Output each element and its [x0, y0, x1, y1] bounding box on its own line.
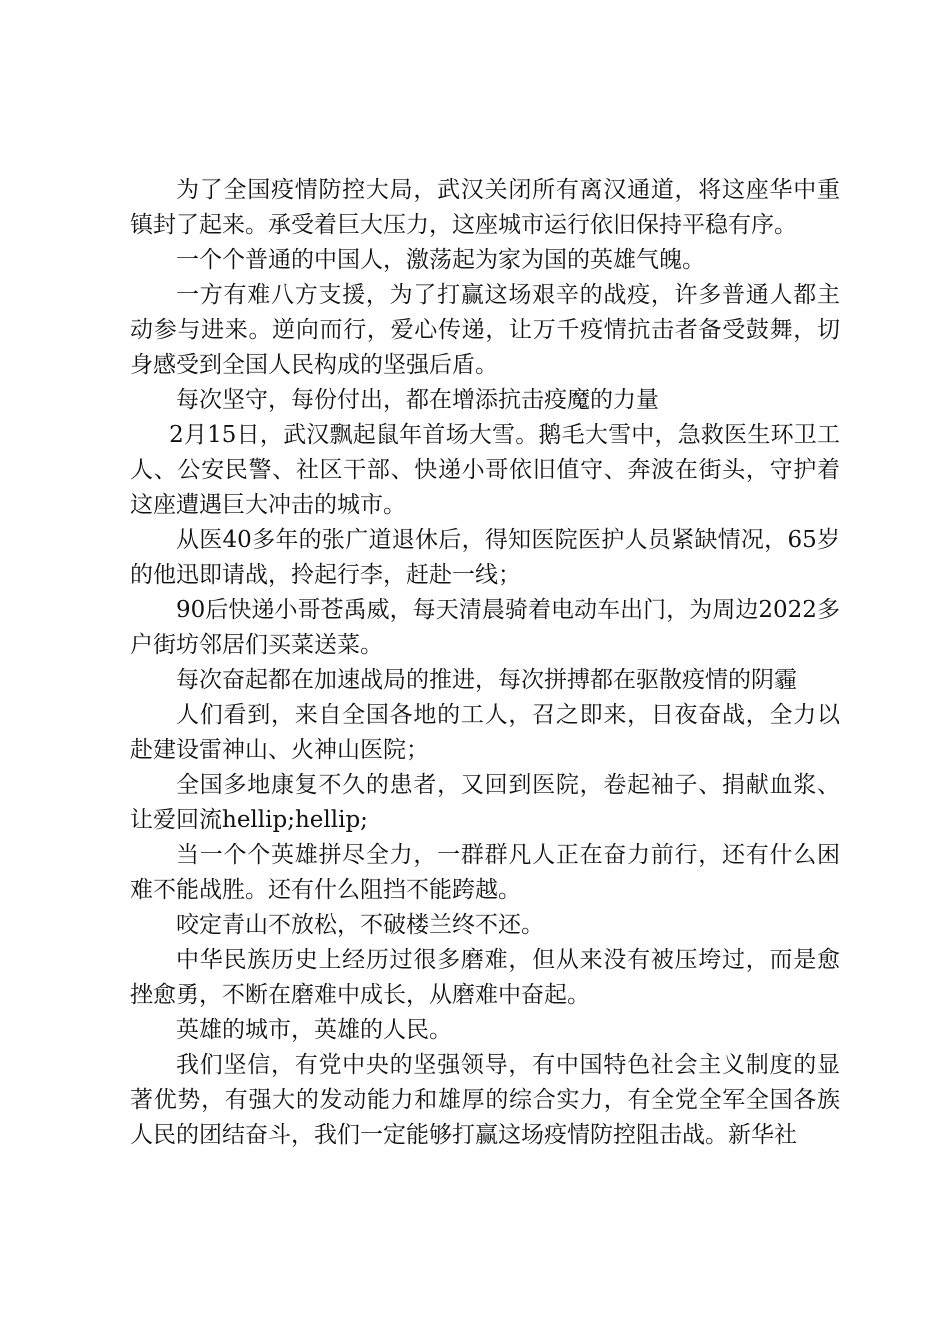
paragraph-5: 2月15日，武汉飘起鼠年首场大雪。鹅毛大雪中，急救医生环卫工人、公安民警、社区干部、快递小哥依旧值守、奔波在街头，守护着这座遭遇巨大冲击的城市。 — [130, 422, 840, 518]
paragraph-15: 我们坚信，有党中央的坚强领导，有中国特色社会主义制度的显著优势，有强大的发动能力和雄厚的综合实力，有全党全军全国各族人民的团结奋斗，我们一定能够打赢这场疫情防控阻击战。新华社 — [130, 1052, 840, 1148]
paragraph-8: 每次奋起都在加速战局的推进，每次拼搏都在驱散疫情的阴霾 — [176, 667, 797, 693]
document-body — [130, 173, 840, 1153]
paragraph-4: 每次坚守，每份付出，都在增添抗击疫魔的力量 — [176, 387, 659, 413]
paragraph-13: 中华民族历史上经历过很多磨难，但从来没有被压垮过，而是愈挫愈勇，不断在磨难中成长，从磨难中奋起。 — [130, 947, 840, 1008]
paragraph-14: 英雄的城市，英雄的人民。 — [176, 1017, 452, 1043]
paragraph-1: 为了全国疫情防控大局，武汉关闭所有离汉通道，将这座华中重镇封了起来。承受着巨大压力，这座城市运行依旧保持平稳有序。 — [130, 177, 840, 238]
paragraph-9: 人们看到，来自全国各地的工人，召之即来，日夜奋战，全力以赴建设雷神山、火神山医院； — [130, 702, 840, 763]
paragraph-7: 90后快递小哥苍禹威，每天清晨骑着电动车出门，为周边2022多户街坊邻居们买菜送菜。 — [130, 597, 840, 658]
paragraph-10: 全国多地康复不久的患者，又回到医院，卷起袖子、捐献血浆、让爱回流hellip;hellip; — [130, 772, 840, 833]
paragraph-6: 从医40多年的张广道退休后，得知医院医护人员紧缺情况，65岁的他迅即请战，拎起行李，赶赴一线； — [130, 527, 840, 588]
paragraph-3: 一方有难八方支援，为了打赢这场艰辛的战疫，许多普通人都主动参与进来。逆向而行，爱心传递，让万千疫情抗击者备受鼓舞，切身感受到全国人民构成的坚强后盾。 — [130, 282, 840, 378]
paragraph-11: 当一个个英雄拼尽全力，一群群凡人正在奋力前行，还有什么困难不能战胜。还有什么阻挡不能跨越。 — [130, 842, 840, 903]
paragraph-12: 咬定青山不放松，不破楼兰终不还。 — [176, 912, 544, 938]
paragraph-2: 一个个普通的中国人，激荡起为家为国的英雄气魄。 — [176, 247, 705, 273]
